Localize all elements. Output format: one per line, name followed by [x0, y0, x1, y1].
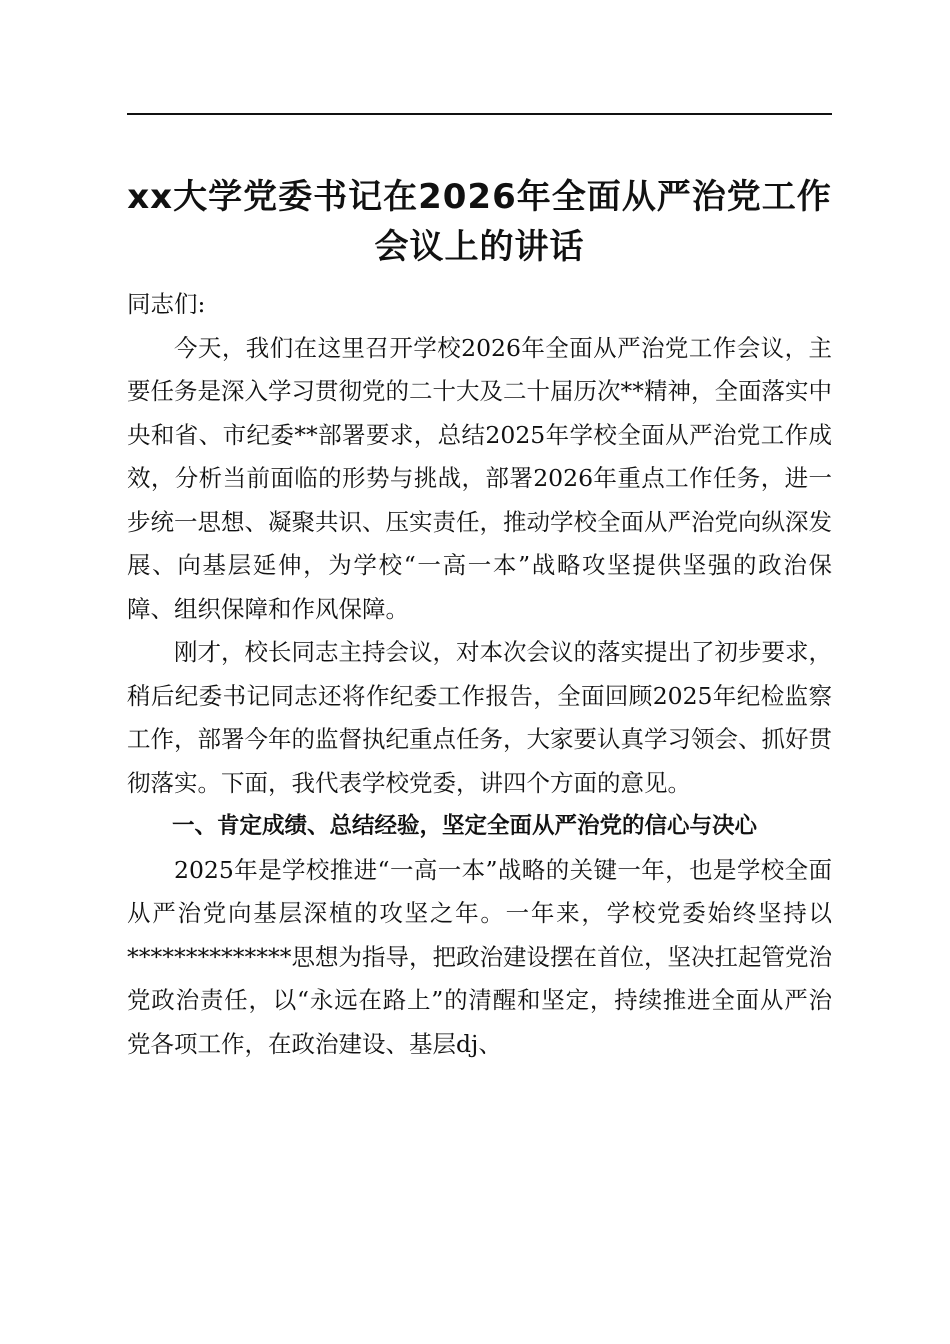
salutation: 同志们:	[127, 290, 206, 318]
section-1-paragraph: 2025年是学校推进“一高一本”战略的关键一年，也是学校全面从严治党向基层深植的攻坚之年。一年来，学校党委始终坚持以**************思想为指导，把政治建设摆在首位，坚决扛起管党治党政治责任，以“永远在路上”的清醒和坚定，持续推进全面从严治党各项工作，在政治建设、基层dj、	[127, 855, 832, 1058]
document-title	[127, 172, 832, 272]
title-line-2: 会议上的讲话	[374, 227, 585, 267]
title-line-1: xx大学党委书记在2026年全面从严治党工作	[127, 177, 832, 217]
document-body	[127, 283, 832, 1066]
paragraph-opening: 今天，我们在这里召开学校2026年全面从严治党工作会议，主要任务是深入学习贯彻党的二十大及二十届历次**精神，全面落实中央和省、市纪委**部署要求，总结2025年学校全面从严治党工作成效，分析当前面临的形势与挑战，部署2026年重点工作任务，进一步统一思想、凝聚共识、压实责任，推动学校全面从严治党向纵深发展、向基层延伸，为学校“一高一本”战略攻坚提供坚强的政治保障、组织保障和作风保障。	[127, 333, 832, 623]
paragraph-agenda: 刚才，校长同志主持会议，对本次会议的落实提出了初步要求，稍后纪委书记同志还将作纪委工作报告，全面回顾2025年纪检监察工作，部署今年的监督执纪重点任务，大家要认真学习领会、抓好贯彻落实。下面，我代表学校党委，讲四个方面的意见。	[127, 638, 832, 797]
section-heading-1: 一、肯定成绩、总结经验，坚定全面从严治党的信心与决心	[172, 813, 758, 839]
header-rule	[127, 113, 832, 115]
